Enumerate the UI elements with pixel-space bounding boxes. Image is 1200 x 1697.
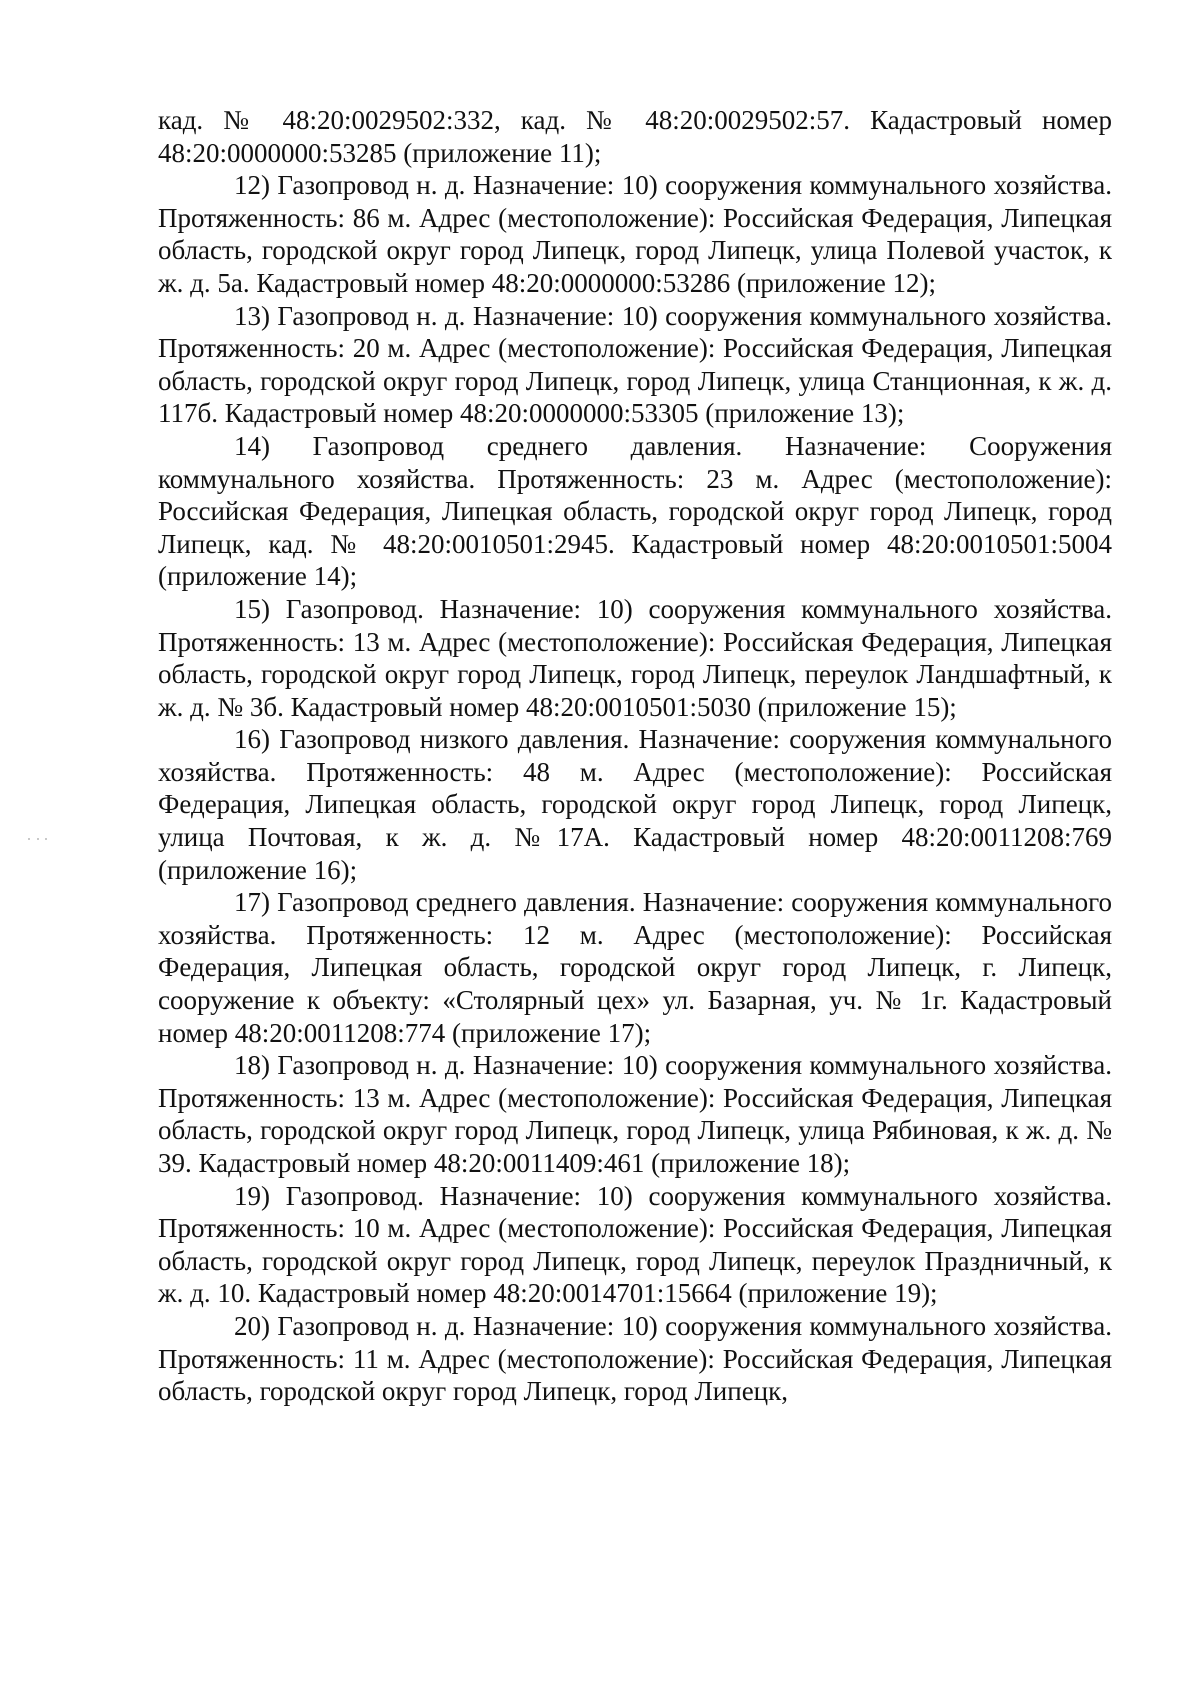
list-item-12: 12) Газопровод н. д. Назначение: 10) сооружения коммунального хозяйства. Протяженность: 86 м. Адрес (местоположение): Российская Федерация, Липецкая область, городской округ город Липецк, город Липецк, улица Полевой участок, к ж. д. 5а. Кадастровый номер 48:20:0000000:53286 (приложение 12); [158, 170, 1112, 298]
list-item-13: 13) Газопровод н. д. Назначение: 10) сооружения коммунального хозяйства. Протяженность: 20 м. Адрес (местоположение): Российская Федерация, Липецкая область, городской округ город Липецк, город Липецк, улица Станционная, к ж. д. 117б. Кадастровый номер 48:20:0000000:53305 (приложение 13); [158, 300, 1112, 429]
list-item-18: 18) Газопровод н. д. Назначение: 10) сооружения коммунального хозяйства. Протяженность: 13 м. Адрес (местоположение): Российская Федерация, Липецкая область, городской округ город Липецк, город Липецк, улица Рябиновая, к ж. д. № 39. Кадастровый номер 48:20:0011409:461 (приложение 18); [158, 1050, 1112, 1178]
list-item-20: 20) Газопровод н. д. Назначение: 10) сооружения коммунального хозяйства. Протяженность: 11 м. Адрес (местоположение): Российская Федерация, Липецкая область, городской округ город Липецк, город Липецк, [158, 1310, 1112, 1407]
paragraph-continuation: кад. № 48:20:0029502:332, кад. № 48:20:0029502:57. Кадастровый номер 48:20:0000000:53285 (приложение 11); [158, 105, 1112, 168]
document-body [158, 104, 1112, 1408]
list-item-14: 14) Газопровод среднего давления. Назначение: Сооружения коммунального хозяйства. Протяженность: 23 м. Адрес (местоположение): Российская Федерация, Липецкая область, городской округ город Липецк, город Липецк, кад. № 48:20:0010501:2945. Кадастровый номер 48:20:0010501:5004 (приложение 14); [158, 430, 1112, 592]
list-item-15: 15) Газопровод. Назначение: 10) сооружения коммунального хозяйства. Протяженность: 13 м. Адрес (местоположение): Российская Федерация, Липецкая область, городской округ город Липецк, город Липецк, переулок Ландшафтный, к ж. д. № 3б. Кадастровый номер 48:20:0010501:5030 (приложение 15); [158, 593, 1112, 722]
list-item-16: 16) Газопровод низкого давления. Назначение: сооружения коммунального хозяйства. Протяженность: 48 м. Адрес (местоположение): Российская Федерация, Липецкая область, городской округ город Липецк, город Липецк, улица Почтовая, к ж. д. №17А. Кадастровый номер 48:20:0011208:769 (приложение 16); [158, 724, 1112, 885]
list-item-19: 19) Газопровод. Назначение: 10) сооружения коммунального хозяйства. Протяженность: 10 м. Адрес (местоположение): Российская Федерация, Липецкая область, городской округ город Липецк, город Липецк, переулок Праздничный, к ж. д. 10. Кадастровый номер 48:20:0014701:15664 (приложение 19); [158, 1180, 1112, 1309]
list-item-17: 17) Газопровод среднего давления. Назначение: сооружения коммунального хозяйства. Протяженность: 12 м. Адрес (местоположение): Российская Федерация, Липецкая область, городской округ город Липецк, г. Липецк, сооружение к объекту: «Столярный цех» ул. Базарная, уч. № 1г. Кадастровый номер 48:20:0011208:774 (приложение 17); [158, 887, 1112, 1048]
scan-specks [28, 838, 52, 842]
